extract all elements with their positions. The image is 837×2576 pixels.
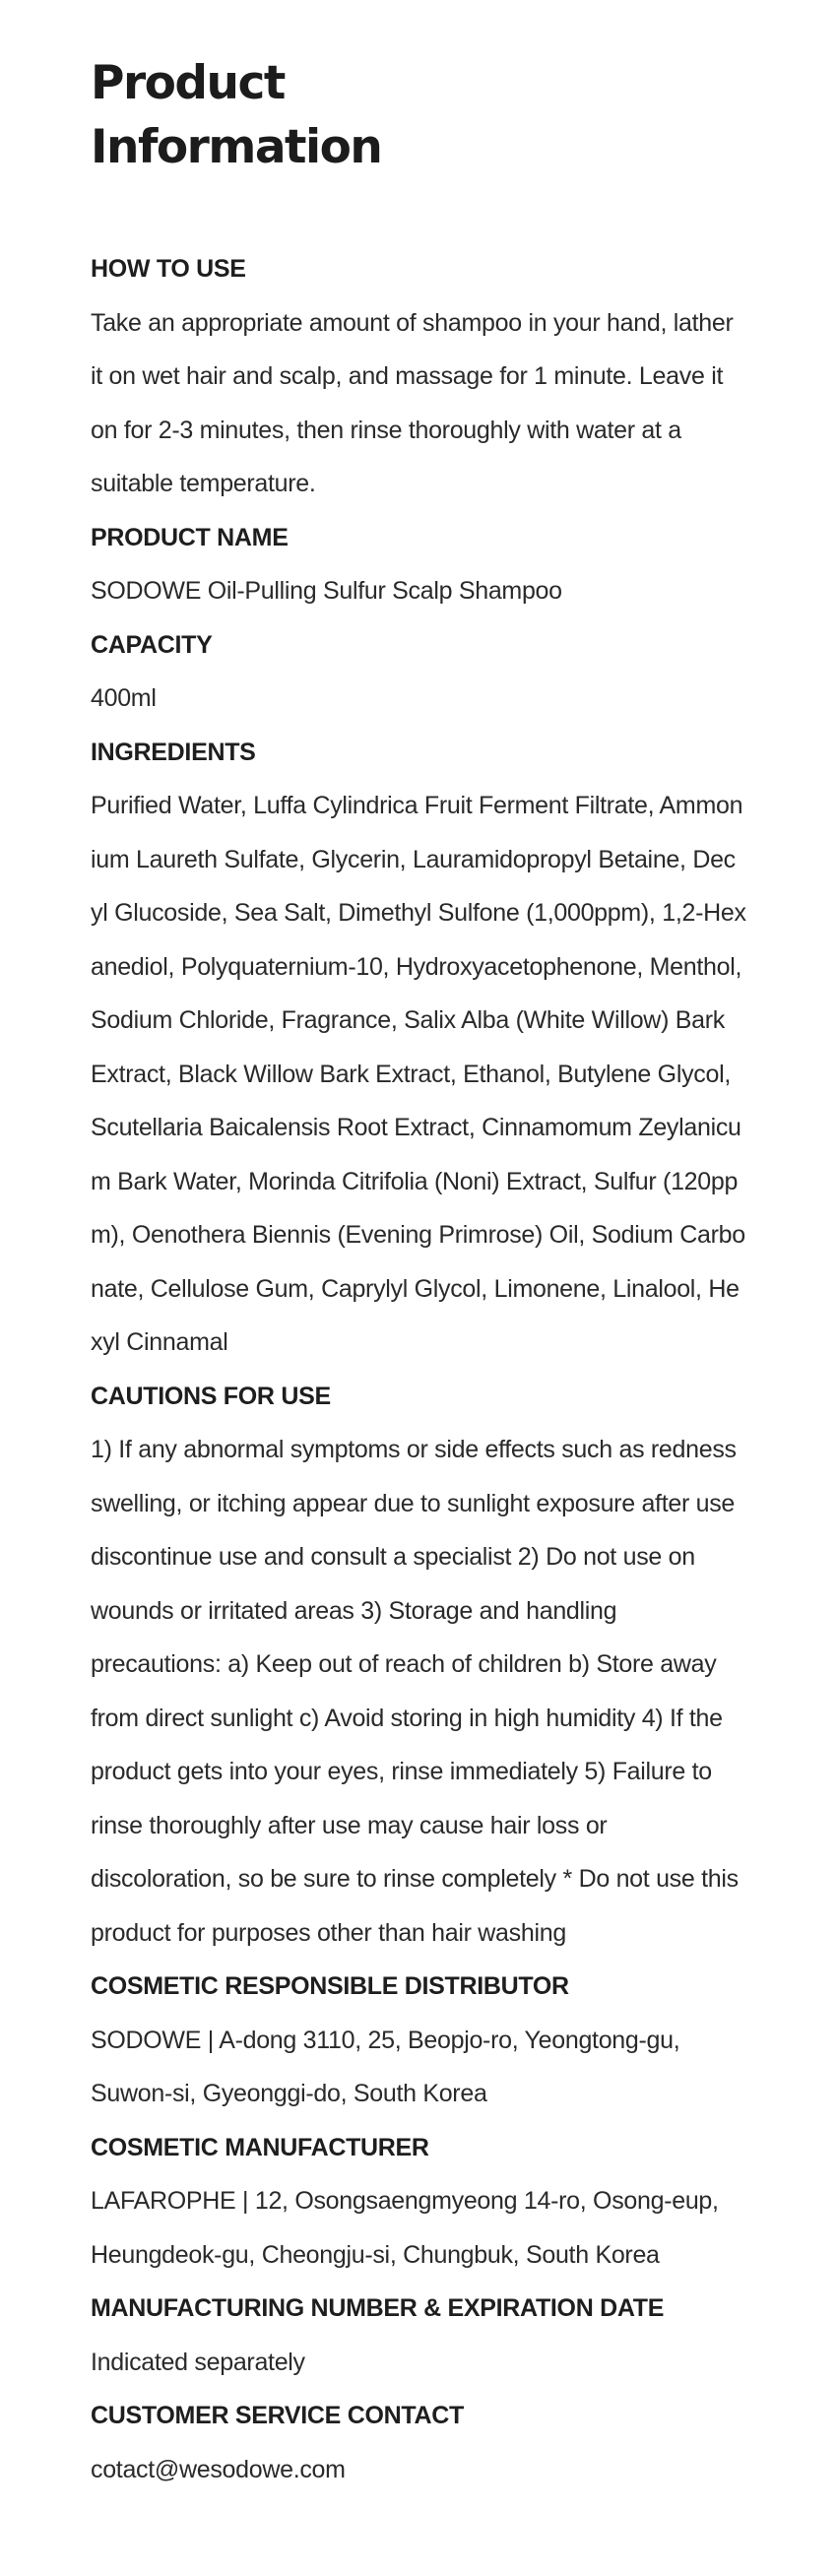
section-heading: MANUFACTURING NUMBER & EXPIRATION DATE bbox=[91, 2294, 665, 2322]
page-title bbox=[91, 51, 746, 179]
section-cautions-for-use bbox=[91, 1370, 746, 1961]
section-heading: CAUTIONS FOR USE bbox=[91, 1382, 331, 1410]
section-manufacturer bbox=[91, 2121, 746, 2283]
section-heading: COSMETIC MANUFACTURER bbox=[91, 2133, 429, 2161]
section-heading: INGREDIENTS bbox=[91, 738, 256, 766]
section-heading: PRODUCT NAME bbox=[91, 523, 289, 551]
customer-service-email: cotact@wesodowe.com bbox=[91, 2455, 346, 2483]
section-product-name bbox=[91, 511, 746, 618]
page-title-line-2: Information bbox=[91, 120, 382, 174]
section-heading: CAPACITY bbox=[91, 630, 213, 659]
section-body: Indicated separately bbox=[91, 2348, 305, 2376]
section-body: SODOWE | A-dong 3110, 25, Beopjo-ro, Yeongtong-gu, Suwon-si, Gyeonggi-do, South Korea bbox=[91, 2026, 680, 2107]
section-ingredients bbox=[91, 726, 746, 1370]
section-body: 1) If any abnormal symptoms or side effects such as redness swelling, or itching appear due to sunlight exposure after use discontinue use and consult a specialist 2) Do not use on wounds or irritated areas 3) Storage and handling precautions: a) Keep out of reach of children b) Store away from direct sunlight c) Avoid storing in high humidity 4) If the product gets into your eyes, rinse immediately 5) Failure to rinse thoroughly after use may cause hair loss or discoloration, so be sure to rinse completely * Do not use this product for purposes other than hair washing bbox=[91, 1436, 739, 1947]
section-body: SODOWE Oil-Pulling Sulfur Scalp Shampoo bbox=[91, 577, 562, 605]
section-customer-service bbox=[91, 2389, 746, 2496]
section-capacity bbox=[91, 618, 746, 726]
section-responsible-distributor bbox=[91, 1960, 746, 2121]
section-manufacturing-number bbox=[91, 2282, 746, 2389]
section-body: 400ml bbox=[91, 684, 157, 712]
page-title-line-1: Product bbox=[91, 56, 285, 110]
section-body: LAFAROPHE | 12, Osongsaengmyeong 14-ro, Osong-eup, Heungdeok-gu, Cheongju-si, Chungbuk, South Korea bbox=[91, 2187, 719, 2269]
section-body: Purified Water, Luffa Cylindrica Fruit Ferment Filtrate, Ammonium Laureth Sulfate, Glycerin, Lauramidopropyl Betaine, Decyl Glucoside, Sea Salt, Dimethyl Sulfone (1,000ppm), 1,2-Hexanediol, Polyquaternium-10, Hydroxyacetophenone, Menthol, Sodium Chloride, Fragrance, Salix Alba (White Willow) Bark Extract, Black Willow Bark Extract, Ethanol, Butylene Glycol, Scutellaria Baicalensis Root Extract, Cinnamomum Zeylanicum Bark Water, Morinda Citrifolia (Noni) Extract, Sulfur (120ppm), Oenothera Biennis (Evening Primrose) Oil, Sodium Carbonate, Cellulose Gum, Caprylyl Glycol, Limonene, Linalool, Hexyl Cinnamal bbox=[91, 792, 746, 1356]
section-how-to-use bbox=[91, 242, 746, 511]
section-heading: CUSTOMER SERVICE CONTACT bbox=[91, 2402, 464, 2429]
section-body: Take an appropriate amount of shampoo in your hand, lather it on wet hair and scalp, and massage for 1 minute. Leave it on for 2-3 minutes, then rinse thoroughly with water at a suitable temperature. bbox=[91, 308, 734, 497]
section-heading: HOW TO USE bbox=[91, 255, 246, 283]
section-heading: COSMETIC RESPONSIBLE DISTRIBUTOR bbox=[91, 1972, 569, 2000]
info-sections bbox=[91, 242, 746, 2496]
